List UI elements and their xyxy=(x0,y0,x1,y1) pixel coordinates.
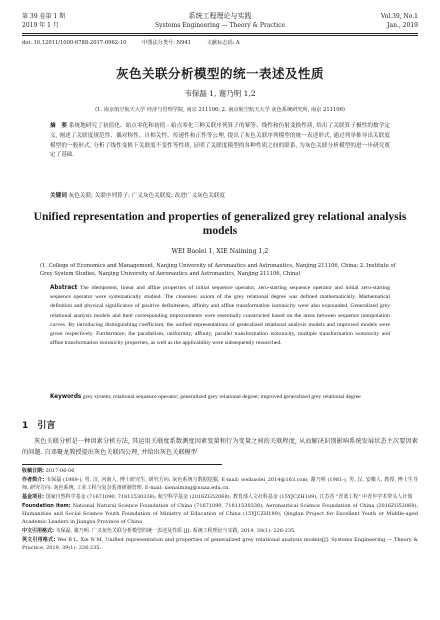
footnote-received: 收稿日期: 2017-06-06 xyxy=(22,468,75,474)
title-en: Unified representation and properties of generalized grey relational analysis models xyxy=(33,211,407,237)
abstract-en xyxy=(50,284,390,348)
abstract-en-label: Abstract xyxy=(50,285,78,291)
title-cn: 灰色关联分析模型的统一表述及性质 xyxy=(115,66,324,81)
volume-issue-en: Vol.39, No.1 xyxy=(380,13,418,20)
journal-name-en: Systems Engineering — Theory & Practice xyxy=(154,22,286,29)
affiliation-en: (1. College of Economics and Management, Nanjing University of Aeronautics and Astronautics, Nanjing 211106, China; 2. Institute of Grey System Studies, Nanjing University of Aeronautics and Astronautics, Nanjing 211106, China) xyxy=(40,263,396,277)
footnote-fund-en: Foundation item: National Natural Science Foundation of China (71671090, 71811530338); Aeronautical Science Foundation of China (2016ZG52068); Humanities and Social Science Youth Foundation of Ministry of Education of China (15YJCZH189); Qinglan Project for Excellent Youth or Middle-aged Academic Leaders in Jiangsu Province of China xyxy=(22,502,419,526)
affiliation-cn: (1. 南京航空航天大学 经济与管理学院, 南京 211106; 2. 南京航空航天大学 灰色系统研究所, 南京 211106) xyxy=(95,107,345,113)
authors-cn: 韦保磊 1, 谢乃明 1,2 xyxy=(184,89,256,98)
keywords-cn-label: 关键词 xyxy=(50,193,67,199)
article-meta xyxy=(22,39,418,47)
abstract-cn-label: 摘 要 xyxy=(50,123,68,129)
keywords-cn xyxy=(50,192,390,202)
footnotes xyxy=(22,467,418,553)
journal-name-cn: 系统工程理论与实践 xyxy=(188,12,252,20)
header-right xyxy=(381,12,418,30)
authors-en: WEI Baolei 1, XIE Naiming 1,2 xyxy=(171,248,269,255)
abstract-en-text: The idempotent, linear and affine properties of initial sequence operator, zero-starting sequence operator and initial zero-starting sequence operator were systematically studied. The closeness axiom of the grey relational degree was defined mathematically. Mathematical definition and physical significance of positive definiteness, affinity and affine transformation isotonicity were also expounded. Generalized grey relational analysis models and their corresponding improvements were essentially constructed based on the areas between sequence interpolation curves. By introducing distinguishing coefficient, the unified representations of generalized relational analysis models and improved models were given respectively. Furthermore, the parallelism, uniformity, affinity, parallel transformation isotonicity, multiple transformation isotonicity and affine transformation isotonicity properties, as well as the applicability were subsequently researched. xyxy=(50,285,390,347)
issue-date: 2019 年 1 月 xyxy=(22,22,59,29)
keywords-en xyxy=(50,393,390,402)
volume-issue: 第 39 卷第 1 期 xyxy=(22,13,66,20)
section-heading xyxy=(22,418,55,431)
section-number: 1 xyxy=(22,421,29,431)
introduction-paragraph: 灰色关联分析是一种因素分析方法, 其运用关联度系数测度因素变量和行为变量之间的关联程度, 从而解决识别影响系统发展状态主次要因素的问题. 自邓聚龙教授提出灰色关联四公理, 并给出灰色关联模型 xyxy=(22,438,418,456)
footnote-author: 作者简介: 韦保磊 (1989-), 男, 汉, 河南人, 博士研究生, 研究方向: 灰色系统与数据挖掘, E-mail: weibaolei_2014@163.com; 谢乃明 (1981-), 男, 汉, 安徽人, 教授, 博士生导师, 研究方向: 灰色系统, 工业工程与复杂装备研制管理, E-mail: xienaiming@nuaa.edu.cn. xyxy=(22,476,418,492)
section-title: 引言 xyxy=(37,421,56,431)
footnote-fund: 基金项目: 国家自然科学基金 (71671090, 71811530338); 航空科学基金 (2016ZG52068); 教育部人文社科基金 (15YJCZH189); 江苏省 "青蓝工程" 中青年学术带头人计划 xyxy=(22,493,413,500)
running-header xyxy=(22,12,418,42)
clc-number: 中图法分类号: N941 xyxy=(142,40,192,46)
keywords-en-label: Keywords xyxy=(50,394,82,400)
header-center xyxy=(22,12,418,30)
footnote-rule xyxy=(22,464,222,465)
abstract-cn-text: 系统地研究了初值化、始点零化和初值 - 始点零化三种关联序列算子的幂等、线性和仿射变换性质, 给出了关联算子极性的数学定义, 阐述了关联度规范性、偶对称性、自相关性、传递性和正性等公理, 提出了灰色关联序列模型的统一表述形式, 通过列举推导出关联度模型的一般形式, 分析了线性变换下关联度不变性等性质, 证明了关联度模型的各种性质之间的联系, 为灰色关联分析模型的进一步研究奠定了基础. xyxy=(50,123,390,159)
footnote-cite-cn: 中文引用格式: 韦保磊, 谢乃明. 广义灰色关联分析模型的统一表述及性质 [J]. 系统工程理论与实践, 2019, 39(1): 226-235. xyxy=(22,528,296,535)
header-rule xyxy=(22,33,418,34)
keywords-cn-text: 灰色关联; 关联序列算子; 广义灰色关联度; 改进广义灰色关联度 xyxy=(68,193,226,199)
issue-date-en: Jan., 2019 xyxy=(387,22,418,29)
keywords-en-text: grey system; relational sequence operator; generalized grey relational degree; improved generalized grey relational degree xyxy=(82,394,361,400)
document-code: 文献标志码: A xyxy=(206,40,240,46)
doi[interactable]: doi: 10.12011/1000-6788-2017-0962-10 xyxy=(22,40,127,46)
footnote-cite-en: 英文引用格式: Wei B L, Xie N M. Unified representation and properties of generalized grey relational analysis models[J]. Systems Engineering — Theory & Practice, 2019, 39(1): 226-235. xyxy=(22,536,418,552)
header-rule-thin xyxy=(22,35,418,36)
abstract-cn xyxy=(50,122,390,161)
